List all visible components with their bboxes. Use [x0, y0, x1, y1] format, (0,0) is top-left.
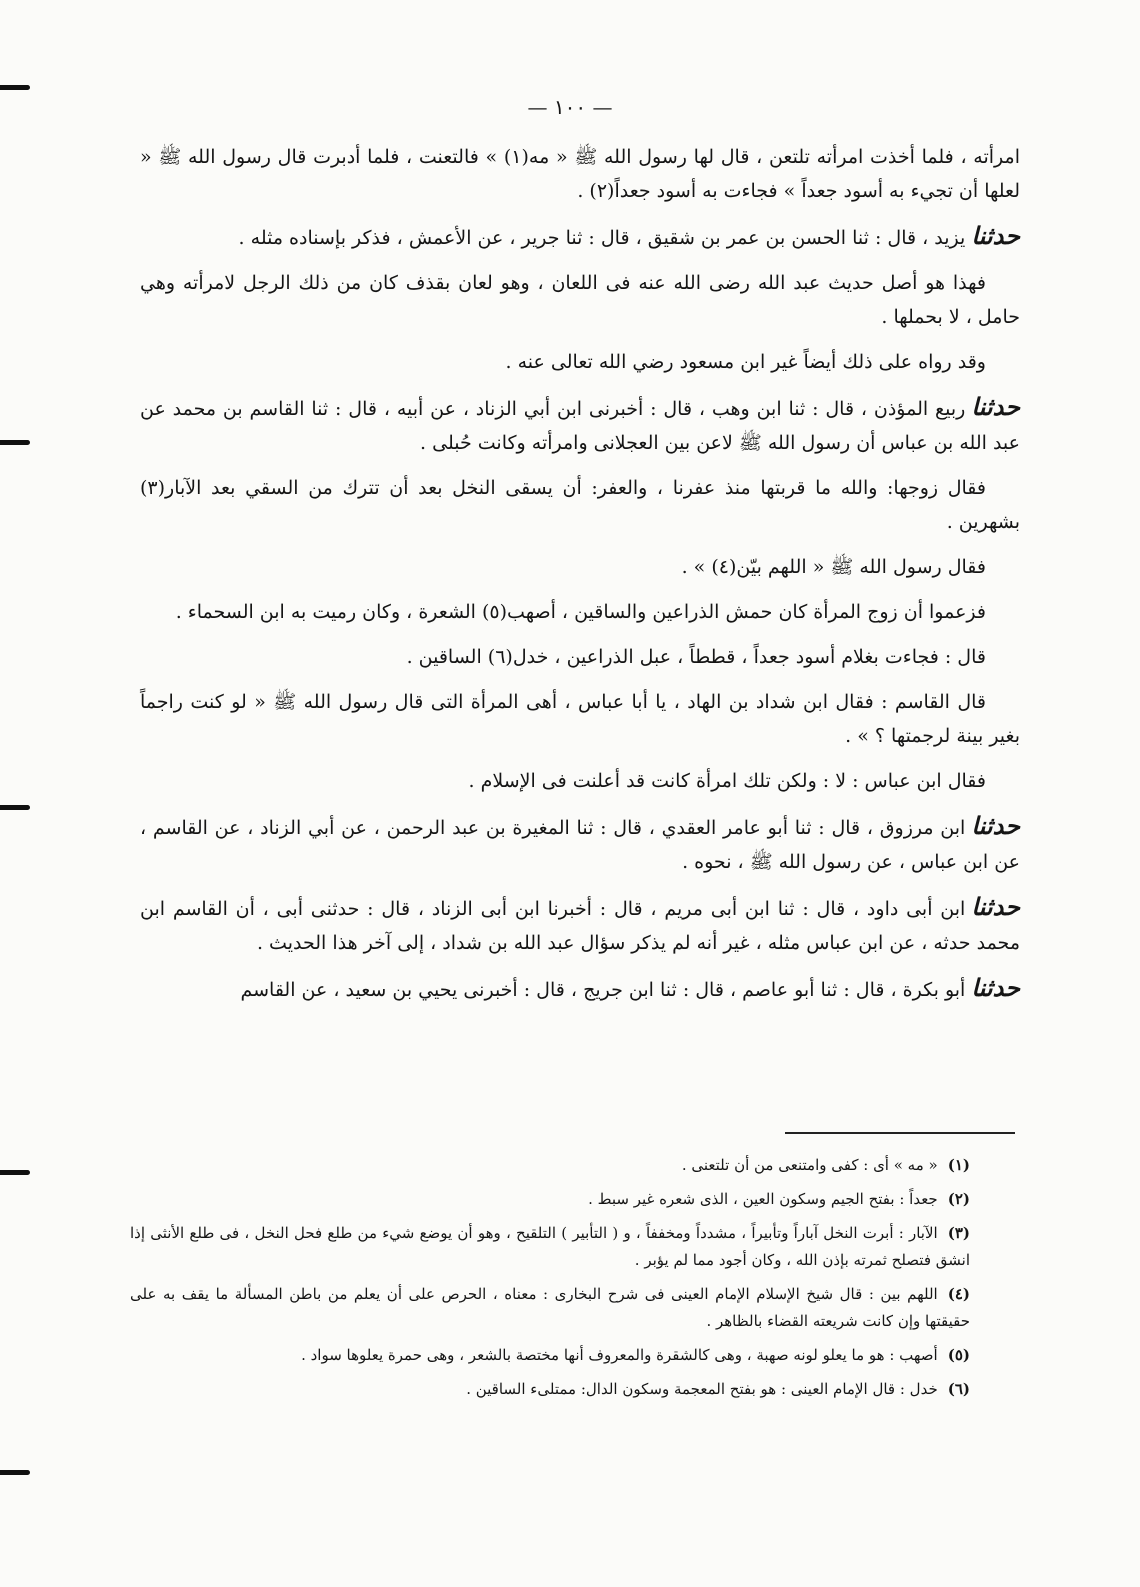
- paragraph-text: فهذا هو أصل حديث عبد الله رضى الله عنه فى اللعان ، وهو لعان بقذف كان من ذلك الرجل لامرأته وهي حامل ، لا بحملها .: [140, 272, 1020, 328]
- footnote: [130, 1220, 1015, 1274]
- footnote-number: (٢): [947, 1190, 970, 1208]
- footnote: [130, 1281, 1015, 1335]
- hadith-chain-paragraph: [140, 219, 1020, 255]
- hadith-chain-paragraph: [140, 890, 1020, 960]
- hadith-lead-word: حدثنا: [971, 811, 1020, 840]
- paragraph: [140, 266, 1020, 334]
- paragraph-text: يزيد ، قال : ثنا الحسن بن عمر بن شقيق ، قال : ثنا جرير ، عن الأعمش ، فذكر بإسناده مثله .: [238, 227, 966, 249]
- footnote-text: اللهم بين : قال شيخ الإسلام الإمام العينى فى شرح البخارى : معناه ، الحرص على أن يعلم من باطن المسألة ما يقف به على حقيقتها وإن كانت شريعته القضاء بالظاهر .: [130, 1285, 970, 1330]
- hadith-chain-paragraph: [140, 809, 1020, 879]
- paragraph: [140, 550, 1020, 584]
- footnote-divider: [785, 1132, 1015, 1134]
- paragraph: [140, 764, 1020, 798]
- footnote-text: « مه » أى : كفى وامتنعى من أن تلتعنى .: [681, 1156, 938, 1174]
- page-edge-mark: [0, 805, 30, 810]
- page-edge-mark: [0, 85, 30, 90]
- paragraph: [140, 595, 1020, 629]
- page-number: — ١٠٠ —: [527, 95, 613, 119]
- hadith-lead-word: حدثنا: [971, 973, 1020, 1002]
- main-text: [140, 140, 1020, 1018]
- paragraph-text: قال القاسم : فقال ابن شداد بن الهاد ، يا أبا عباس ، أهى المرأة التى قال رسول الله ﷺ « لو كنت راجماً بغير بينة لرجمتها ؟ » .: [140, 691, 1020, 747]
- paragraph-text: وقد رواه على ذلك أيضاً غير ابن مسعود رضي الله تعالى عنه .: [505, 351, 986, 373]
- footnote-number: (٣): [947, 1224, 970, 1242]
- paragraph-text: فقال رسول الله ﷺ « اللهم بيّن(٤) » .: [681, 556, 986, 578]
- paragraph-text: فقال زوجها: والله ما قربتها منذ عفرنا ، والعفر: أن يسقى النخل بعد أن تترك من السقي بعد الآبار(٣) بشهرين .: [140, 477, 1020, 533]
- hadith-chain-paragraph: [140, 971, 1020, 1007]
- paragraph: [140, 685, 1020, 753]
- paragraph-text: فزعموا أن زوج المرأة كان حمش الذراعين والساقين ، أصهب(٥) الشعرة ، وكان رميت به ابن السحماء .: [175, 601, 986, 623]
- footnote: [130, 1152, 1015, 1179]
- footnote: [130, 1376, 1015, 1403]
- footnote-number: (٥): [947, 1346, 970, 1364]
- footnote-number: (١): [947, 1156, 970, 1174]
- paragraph-text: أبو بكرة ، قال : ثنا أبو عاصم ، قال : ثنا ابن جريج ، قال : أخبرنى يحيي بن سعيد ، عن القاسم: [240, 979, 966, 1001]
- hadith-lead-word: حدثنا: [971, 892, 1020, 921]
- paragraph-text: ابن أبى داود ، قال : ثنا ابن أبى مريم ، قال : أخبرنا ابن أبى الزناد ، قال : حدثنى أبى ، أن القاسم ابن محمد حدثه ، عن ابن عباس مثله ، غير أنه لم يذكر سؤال عبد الله بن شداد ، إلى آخر هذا الحديث .: [140, 898, 1020, 954]
- footnote: [130, 1342, 1015, 1369]
- paragraph: [140, 640, 1020, 674]
- paragraph-text: فقال ابن عباس : لا : ولكن تلك امرأة كانت قد أعلنت فى الإسلام .: [468, 770, 986, 792]
- paragraph-text: ابن مرزوق ، قال : ثنا أبو عامر العقدي ، قال : ثنا المغيرة بن عبد الرحمن ، عن أبي الزناد ، عن القاسم ، عن ابن عباس ، عن رسول الله ﷺ ، نحوه .: [140, 817, 1020, 873]
- page-edge-mark: [0, 440, 30, 445]
- footnote-number: (٦): [947, 1380, 970, 1398]
- footnotes: [130, 1152, 1015, 1410]
- paragraph-text: قال : فجاءت بغلام أسود جعداً ، قططاً ، عبل الذراعين ، خدل(٦) الساقين .: [406, 646, 986, 668]
- hadith-chain-paragraph: [140, 390, 1020, 460]
- footnote: [130, 1186, 1015, 1213]
- footnote-text: جعداً : بفتح الجيم وسكون العين ، الذى شعره غير سبط .: [588, 1190, 938, 1208]
- paragraph: [140, 140, 1020, 208]
- paragraph-text: امرأته ، فلما أخذت امرأته تلتعن ، قال لها رسول الله ﷺ « مه(١) » فالتعنت ، فلما أدبرت قال رسول الله ﷺ « لعلها أن تجيء به أسود جعداً » فجاءت به أسود جعداً(٢) .: [140, 146, 1021, 202]
- footnote-number: (٤): [947, 1285, 970, 1303]
- page-edge-mark: [0, 1170, 30, 1175]
- hadith-lead-word: حدثنا: [971, 392, 1020, 421]
- hadith-lead-word: حدثنا: [971, 221, 1020, 250]
- footnote-text: أصهب : هو ما يعلو لونه صهبة ، وهى كالشقرة والمعروف أنها مختصة بالشعر ، وهى حمرة يعلوها سواد .: [301, 1346, 938, 1364]
- paragraph: [140, 345, 1020, 379]
- paragraph: [140, 471, 1020, 539]
- footnote-text: خدل : قال الإمام العينى : هو بفتح المعجمة وسكون الدال: ممتلىء الساقين .: [466, 1380, 938, 1398]
- page-edge-mark: [0, 1470, 30, 1475]
- footnote-text: الآبار : أبرت النخل آباراً وتأبيراً ، مشدداً ومخففاً ، و ( التأبير ) التلقيح ، وهو أن يوضع شيء من طلع فحل النخل ، فى طلع الأنثى إذا انشق فتصلح ثمرته بإذن الله ، وكان أجود مما لم يؤبر .: [130, 1224, 970, 1269]
- paragraph-text: ربيع المؤذن ، قال : ثنا ابن وهب ، قال : أخبرنى ابن أبي الزناد ، عن أبيه ، قال : ثنا القاسم بن محمد عن عبد الله بن عباس أن رسول الله ﷺ لاعن بين العجلانى وامرأته وكانت حُبلى .: [140, 398, 1020, 454]
